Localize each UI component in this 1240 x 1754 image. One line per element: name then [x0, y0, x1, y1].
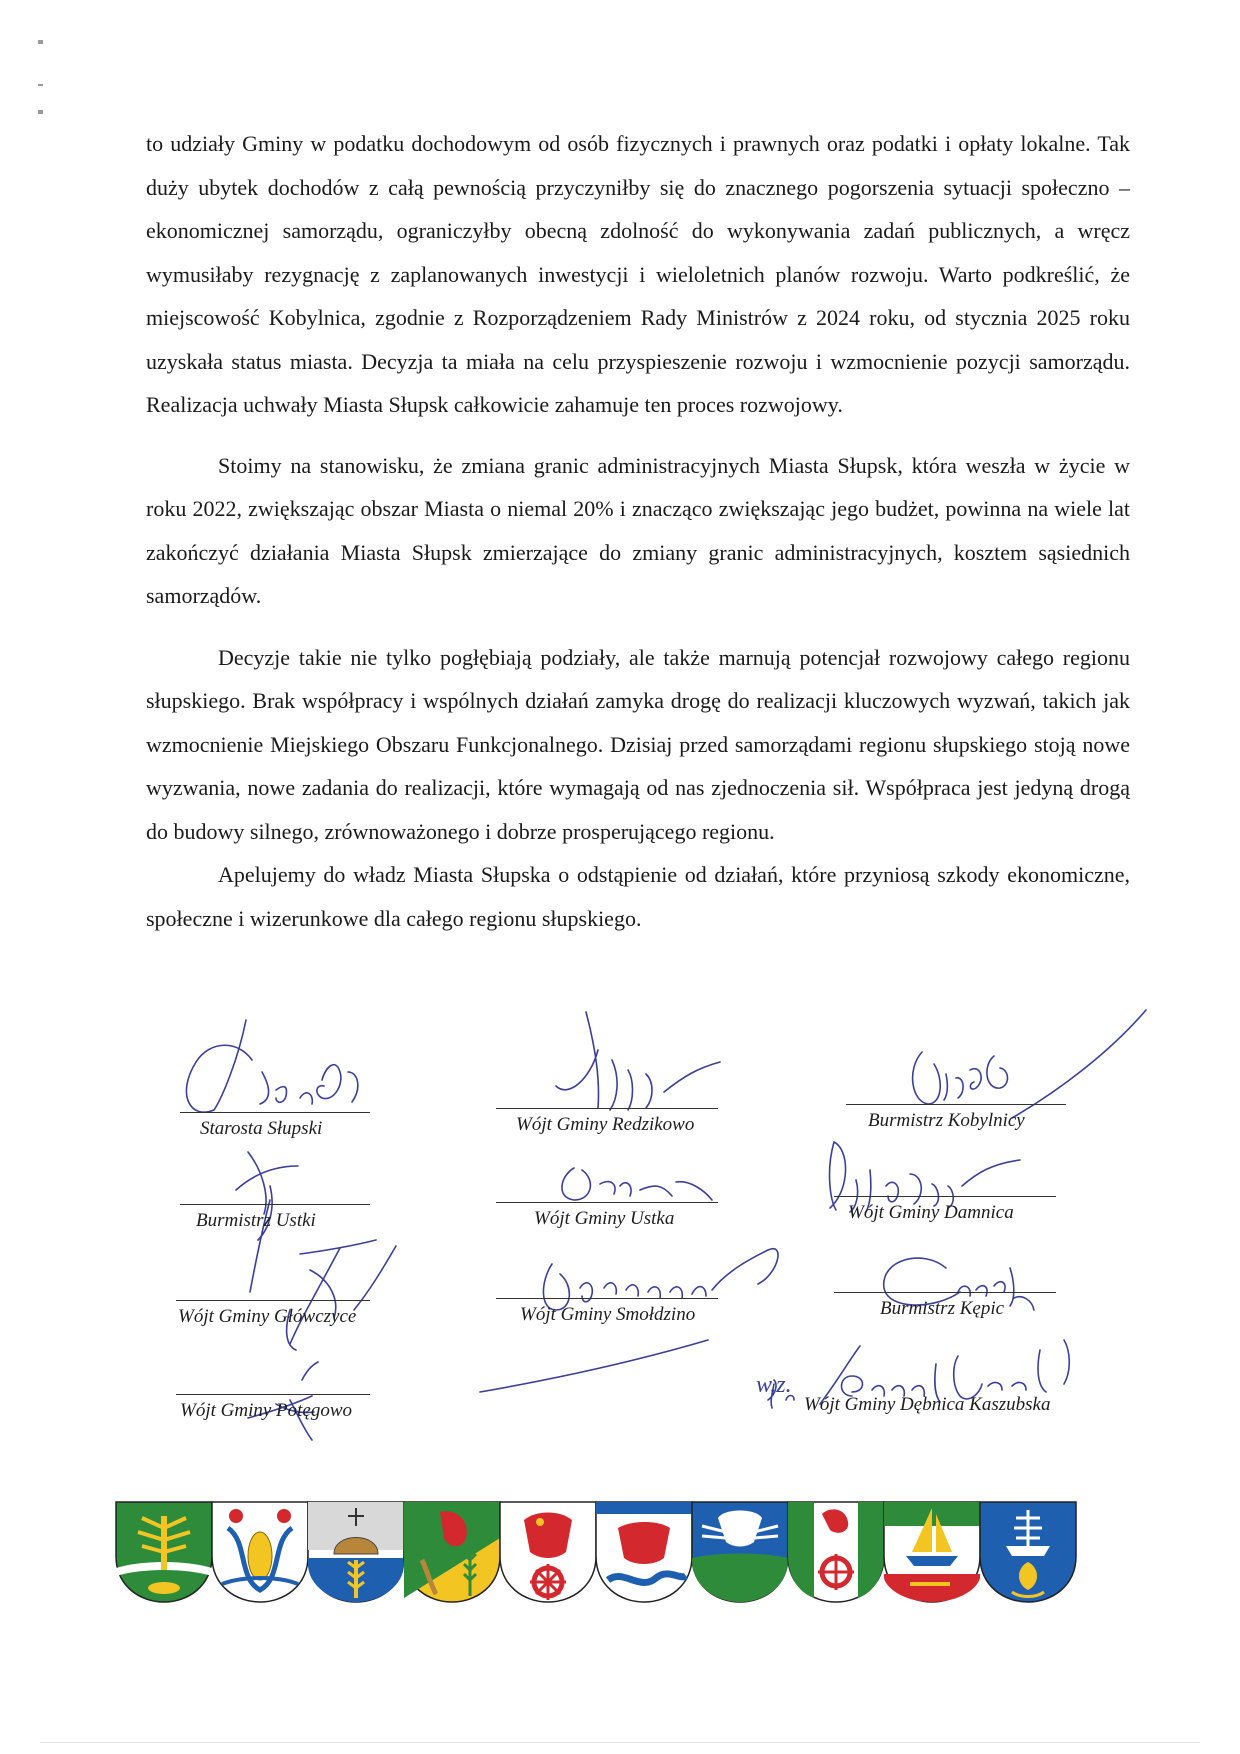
- paragraph-1: to udziały Gminy w podatku dochodowym od osób fizycznych i prawnych oraz podatki i opłaty lokalne. Tak duży ubytek dochodów z całą pewnością przyczyniłby się do znacznego pogorszenia sytuacji społeczno – ekonomicznej samorządu, ograniczyłby obecną zdolność do wykonywania zadań publicznych, a wręcz wymusiłaby rezygnację z zaplanowanych inwestycji i wieloletnich planów rozwoju. Warto podkreślić, że miejscowość Kobylnica, zgodnie z Rozporządzeniem Rady Ministrów z 2024 roku, od stycznia 2025 roku uzyskała status miasta. Decyzja ta miała na celu przyspieszenie rozwoju i wzmocnienie pozycji samorządu. Realizacja uchwały Miasta Słupsk całkowicie zahamuje ten proces rozwojowy.: [146, 131, 1130, 417]
- signature-title: Wójt Gminy Główczyce: [178, 1306, 357, 1327]
- smoldzino-crest: [880, 1498, 984, 1606]
- page-bottom-edge: [40, 1742, 1200, 1743]
- potegowo-crest: [688, 1498, 792, 1606]
- signature-title: Wójt Gminy Damnica: [848, 1202, 1014, 1223]
- paragraph-4: Apelujemy do władz Miasta Słupska o odstąpienie od działań, które przyniosą szkody ekonomiczne, społeczne i wizerunkowe dla całego regionu słupskiego.: [146, 862, 1130, 931]
- signature-line: [496, 1298, 718, 1299]
- signature-title: Burmistrz Kępic: [880, 1298, 1005, 1319]
- kobylnica-crest: [592, 1498, 696, 1606]
- signature-title: Wójt Gminy Dębnica Kaszubska: [804, 1394, 1051, 1415]
- signature-title: Wójt Gminy Smołdzino: [520, 1304, 696, 1325]
- signature-line: [180, 1112, 370, 1113]
- powiat-slupski-crest: [112, 1498, 216, 1606]
- signature-title: Wójt Gminy Potęgowo: [180, 1400, 353, 1421]
- signature-line: [496, 1108, 718, 1109]
- signature-line: [834, 1196, 1056, 1197]
- paragraph-3: Decyzje takie nie tylko pogłębiają podziały, ale także marnują potencjał rozwojowy całego regionu słupskiego. Brak współpracy i wspólnych działań zamyka drogę do realizacji kluczowych wyzwań, takich jak wzmocnienie Miejskiego Obszaru Funkcjonalnego. Dzisiaj przed samorządami regionu słupskiego stoją nowe wyzwania, nowe zadania do realizacji, które wymagają od nas zjednoczenia sił. Współpraca jest jedyną drogą do budowy silnego, zrównoważonego i dobrze prosperującego regionu.: [146, 644, 1130, 844]
- coats-of-arms-row: [112, 1498, 1120, 1606]
- margin-marks: [38, 40, 46, 120]
- signature-title: Wójt Gminy Ustka: [534, 1208, 675, 1229]
- redzikowo-crest: [784, 1498, 888, 1606]
- signature-line: [846, 1104, 1066, 1105]
- signature-line: [180, 1204, 370, 1205]
- signature-line: [834, 1292, 1056, 1293]
- signature-title: Burmistrz Ustki: [196, 1210, 316, 1231]
- signature-line: [176, 1300, 370, 1301]
- signature-line: [496, 1202, 718, 1203]
- signature-title: Burmistrz Kobylnicy: [868, 1110, 1025, 1131]
- signature-title: Wójt Gminy Redzikowo: [516, 1114, 695, 1135]
- handwritten-note: w.z.: [756, 1372, 792, 1398]
- kepice-crest: [496, 1498, 600, 1606]
- letter-body: [146, 122, 1130, 940]
- signature-title: Starosta Słupski: [200, 1118, 323, 1139]
- paragraph-2: Stoimy na stanowisku, że zmiana granic administracyjnych Miasta Słupsk, która weszła w życie w roku 2022, zwiększając obszar Miasta o niemal 20% i znacząco zwiększając jego budżet, powinna na wiele lat zakończyć działania Miasta Słupsk zmierzające do zmiany granic administracyjnych, kosztem sąsiednich samorządów.: [146, 452, 1130, 608]
- debnica-kaszubska-crest: [304, 1498, 408, 1606]
- glowczyce-crest: [400, 1498, 504, 1606]
- signature-line: [176, 1394, 370, 1395]
- ustka-gmina-crest: [976, 1498, 1080, 1606]
- damnica-crest: [208, 1498, 312, 1606]
